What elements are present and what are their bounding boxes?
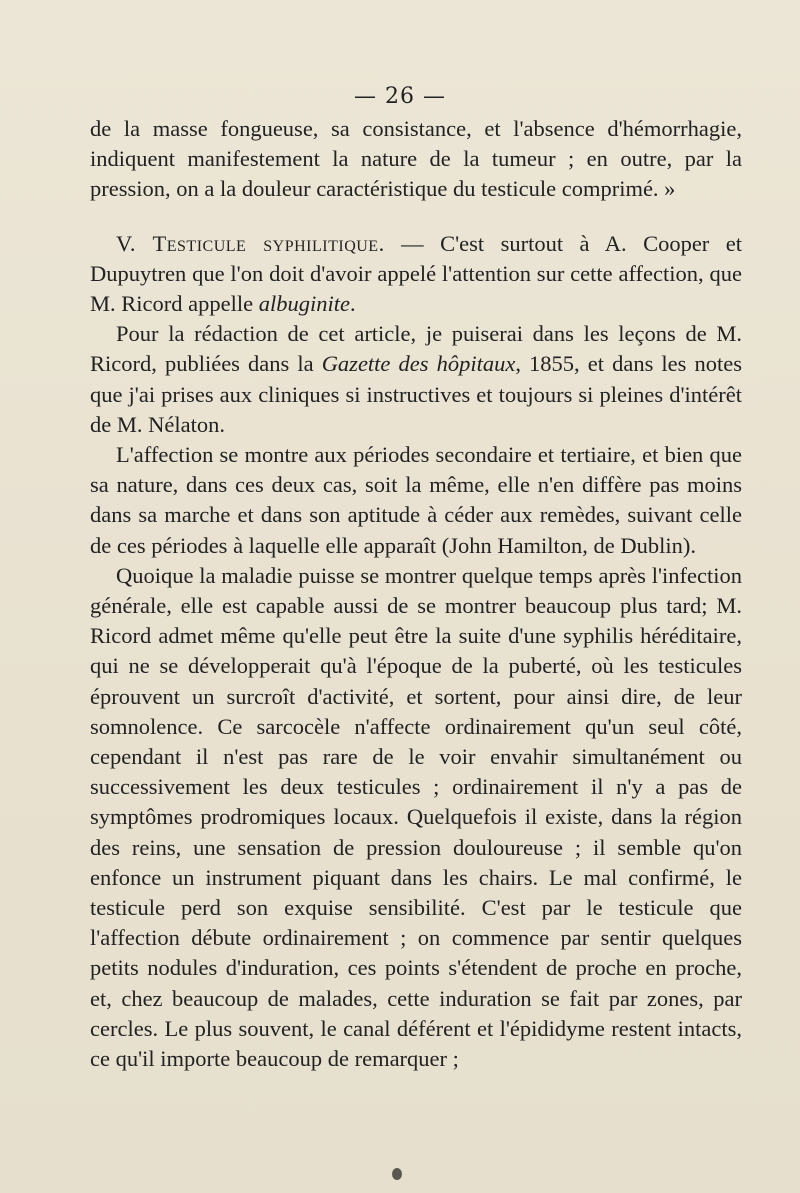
paragraph-redaction: [90, 319, 742, 440]
paragraph-affection: L'affection se montre aux périodes secondaire et tertiaire, et bien que sa nature, dans ces deux cas, soit la même, elle n'en diffère pas moins dans sa marche et dans son aptitude à céder aux remèdes, suivant celle de ces périodes à laquelle elle apparaît (John Hamilton, de Dublin).: [90, 442, 742, 558]
paragraph-continuation: de la masse fongueuse, sa consistance, et l'absence d'hémorrhagie, indiquent manifestement la nature de la tumeur ; en outre, par la pression, on a la douleur caractéristique du testicule comprimé. »: [90, 116, 742, 202]
italic-term: albuginite: [258, 291, 350, 317]
paragraph-section-heading: [90, 229, 742, 320]
paragraph-maladie: Quoique la maladie puisse se montrer quelque temps après l'infection générale, elle est capable aussi de se montrer beaucoup plus tard; M. Ricord admet même qu'elle peut être la suite d'une syphilis héréditaire, qui ne se développerait qu'à l'époque de la puberté, où les testicules éprouvent un surcroît d'activité, et sortent, pour ainsi dire, de leur somnolence. Ce sarcocèle n'affecte ordinairement qu'un seul côté, cependant il n'est pas rare de le voir envahir simultanément ou successivement les deux testicules ; ordinairement il n'y a pas de symptômes prodromiques locaux. Quelquefois il existe, dans la région des reins, une sensation de pression douloureuse ; il semble qu'on enfonce un instrument piquant dans les chairs. Le mal confirmé, le testicule perd son exquise sensibilité. C'est par le testicule que l'affection débute ordinairement ; on commence par sentir quelques petits nodules d'induration, ces points s'étendent de proche en proche, et, chez beaucoup de malades, cette induration se fait par zones, par cercles. Le plus souvent, le canal déférent et l'épididyme restent intacts, ce qu'il importe beaucoup de remarquer ;: [90, 562, 742, 1072]
section-title: V. Testicule syphilitique.: [116, 230, 385, 256]
paragraph-text-end: , 1855, et dans les notes que j'ai prises aux cliniques si instructives et toujours si pleines d'intérêt de M. Nélaton.: [90, 351, 743, 437]
paragraph-text-end: .: [349, 291, 356, 317]
ink-spot: [392, 1168, 402, 1180]
paragraph-text: — C'est surtout à A. Cooper et Dupuytren que l'on doit d'avoir appelé l'attention sur cette affection, que M. Ricord appelle: [90, 230, 742, 317]
paragraph-text: Pour la rédaction de cet article, je puiserai dans les leçons de M. Ricord, publiées dans la: [90, 321, 742, 377]
journal-title: Gazette des hôpitaux: [321, 351, 516, 377]
body-text: [90, 114, 742, 1074]
page-number: — 26 —: [354, 84, 446, 109]
